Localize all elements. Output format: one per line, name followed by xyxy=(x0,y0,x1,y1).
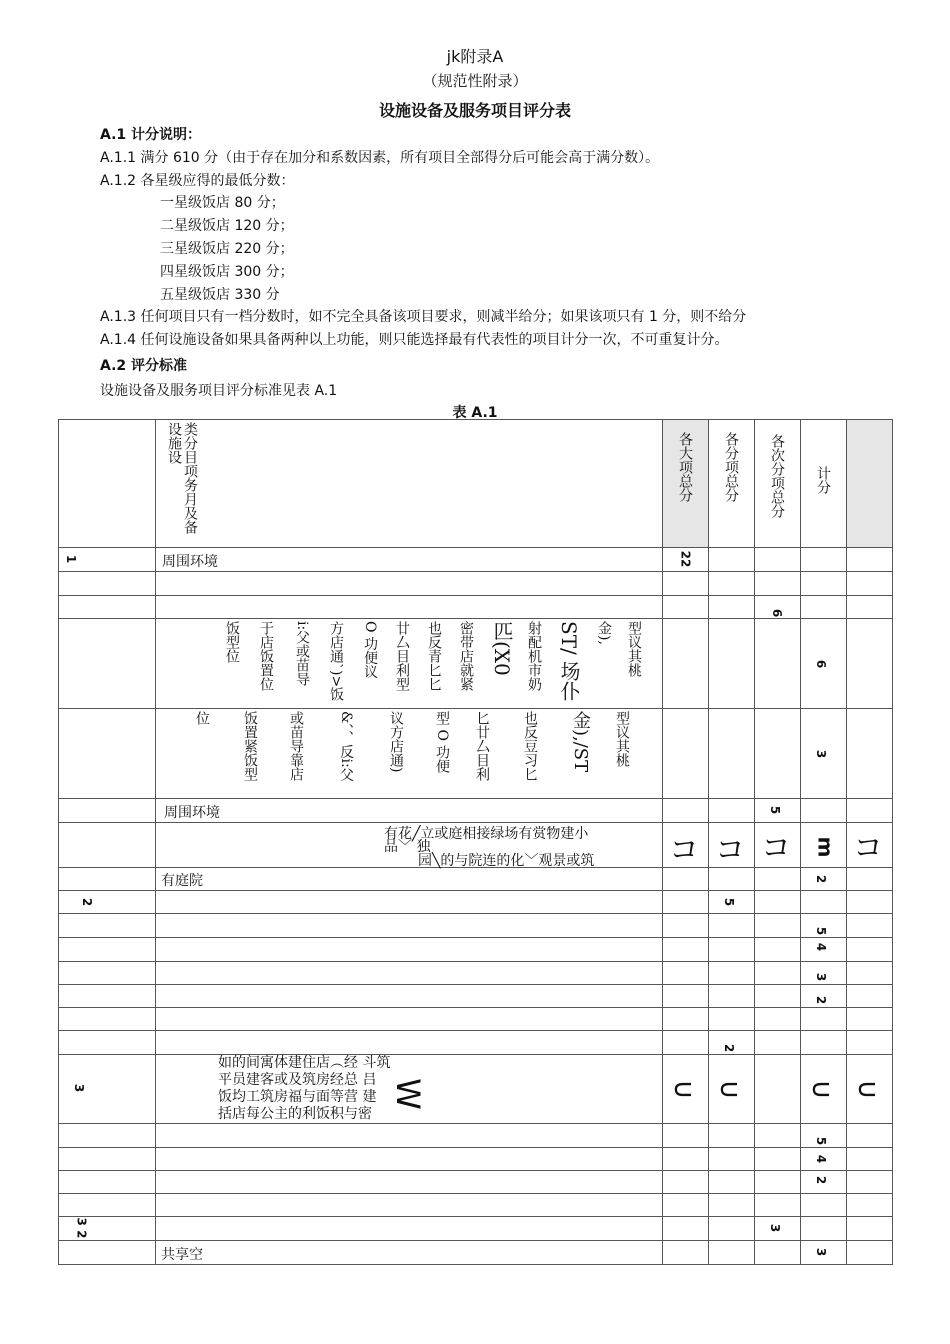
score-value: 4 xyxy=(814,942,829,952)
star-minimum-1: 一星级饭店 80 分； xyxy=(160,195,285,211)
row-item-text: 有庭院 xyxy=(161,873,203,889)
row-number: 1 xyxy=(64,554,79,564)
score-value: 4 xyxy=(814,1154,829,1164)
table-row xyxy=(59,1031,893,1055)
header-cell-score xyxy=(801,420,847,548)
clause-a1-1: A.1.1 满分 610 分（由于存在加分和系数因素，所有项目全部得分后可能会高于满分数）。 xyxy=(100,150,660,166)
row-item-line: 饭均工筑房福与面等营 建 xyxy=(218,1089,377,1105)
row-item-line: 平员建客或及筑房经总 吕 xyxy=(218,1072,377,1088)
item-column-text: 密带店就紧 xyxy=(458,621,474,691)
clause-a1-2: A.1.2 各星级应得的最低分数： xyxy=(100,173,295,189)
header-score-label: 计分 xyxy=(815,466,831,494)
star-minimum-2: 二星级饭店 120 分； xyxy=(160,218,294,234)
header-item-label: 类分目项务月及备设施设 xyxy=(166,422,198,534)
document-main-title: 设施设备及服务项目评分表 xyxy=(378,101,571,120)
table-row xyxy=(59,1124,893,1148)
table-row xyxy=(59,1217,893,1241)
row-item-line: 如的间寓体建住店︵经 斗筑 xyxy=(218,1055,391,1071)
score-value: 3 xyxy=(814,972,829,982)
table-row xyxy=(59,1171,893,1194)
score-value: 5 xyxy=(814,1136,829,1146)
table-row xyxy=(59,938,893,962)
item-column-text: 匹(X0 xyxy=(490,621,514,676)
table-row xyxy=(59,619,893,709)
appendix-title: jk附录A xyxy=(446,47,504,66)
score-value: 5 xyxy=(814,926,829,936)
item-column-text: 射配机市奶 xyxy=(526,621,542,691)
table-row xyxy=(59,962,893,985)
section-a2-heading: A.2 评分标准 xyxy=(100,358,188,374)
major-total-value: 22 xyxy=(678,550,693,568)
row-mark: コ xyxy=(715,833,745,868)
table-row xyxy=(59,596,893,619)
row-mark: コ xyxy=(669,833,699,868)
table-row xyxy=(59,985,893,1008)
item-column-text: i:父或苗导 xyxy=(294,621,310,687)
row-item-text: 品﹀ 独 xyxy=(384,839,431,855)
star-minimum-4: 四星级饭店 300 分； xyxy=(160,264,294,280)
score-value: 3 xyxy=(814,1247,829,1257)
row-mark: ∩ xyxy=(848,1079,882,1100)
score-value: 6 xyxy=(814,659,829,669)
sub-total-value: 5 xyxy=(722,897,737,907)
item-column-text: 位 xyxy=(194,711,210,725)
row-item-text: 有花╱立或庭相接绿场有赏物建小 xyxy=(384,826,589,842)
row-item-text: 共享空 xyxy=(161,1247,203,1263)
table-row xyxy=(59,548,893,572)
header-major-total-label: 各大项总分 xyxy=(677,432,693,502)
header-cell-sub-total xyxy=(709,420,755,548)
table-caption: 表 A.1 xyxy=(452,405,498,421)
item-column-text: 金), xyxy=(596,621,612,645)
row-mark: ∩ xyxy=(664,1079,698,1100)
header-cell-extra xyxy=(847,420,893,548)
minor-total-value: 3 xyxy=(768,1223,783,1233)
item-column-text: 型议其桃 xyxy=(626,621,642,677)
row-mark: W xyxy=(388,1078,427,1110)
row-mark: コ xyxy=(853,831,883,866)
clause-a2-line: 设施设备及服务项目评分标准见表 A.1 xyxy=(100,383,338,399)
scoring-table xyxy=(58,419,893,1265)
item-column-text: &、、反i:父 xyxy=(338,711,354,782)
table-row xyxy=(59,1241,893,1265)
header-minor-total-label: 各次分项总分 xyxy=(769,434,785,518)
appendix-subtitle: （规范性附录） xyxy=(422,72,528,90)
table-row xyxy=(59,868,893,891)
section-a1-heading: A.1 计分说明： xyxy=(100,127,202,143)
row-item-text: 园╲的与院连的化﹀观景或筑 xyxy=(418,853,595,869)
table-row xyxy=(59,823,893,868)
row-mark: ∩ xyxy=(710,1079,744,1100)
item-column-text: O 功便议 xyxy=(362,621,378,679)
table-row xyxy=(59,1008,893,1031)
minor-total-value: 6 xyxy=(770,608,785,618)
item-column-text: 金),/ST xyxy=(570,711,591,773)
score-value: 2 xyxy=(814,995,829,1005)
item-column-text: 也反青匕匕 xyxy=(426,621,442,691)
row-number: 2 xyxy=(80,897,95,907)
item-column-text: ST/ 场仆 xyxy=(557,621,581,702)
item-column-text: 型议其桃 xyxy=(614,711,630,767)
row-number: 3 xyxy=(72,1083,87,1093)
header-cell-no xyxy=(59,420,156,548)
row-mark: コ xyxy=(761,831,791,866)
row-mark: m xyxy=(813,836,838,858)
sub-total-value: 2 xyxy=(722,1043,737,1053)
header-cell-minor-total xyxy=(755,420,801,548)
clause-a1-3: A.1.3 任何项目只有一档分数时，如不完全具备该项目要求，则减半给分；如果该项只有 1 分，则不给分 xyxy=(100,309,747,325)
table-header-row xyxy=(59,420,893,548)
item-column-text: 匕廿厶目利 xyxy=(474,711,490,781)
table-row xyxy=(59,1194,893,1217)
table-row xyxy=(59,1148,893,1171)
table-row xyxy=(59,1055,893,1124)
row-item-line: 括店每公主的利饭积与密 xyxy=(218,1106,372,1122)
score-value: 2 xyxy=(814,874,829,884)
star-minimum-5: 五星级饭店 330 分 xyxy=(160,287,280,303)
score-value: 2 xyxy=(814,1175,829,1185)
item-column-text: 饭置紧饭型 xyxy=(242,711,258,781)
row-item-text: 周围环境 xyxy=(162,554,218,570)
header-sub-total-label: 各分项总分 xyxy=(723,432,739,502)
item-column-text: 或苗导靠店 xyxy=(288,711,304,781)
item-column-text: 方店通`)>饭 xyxy=(328,621,344,702)
row-item-text xyxy=(218,1055,390,1123)
row-number: 3 2 xyxy=(74,1217,89,1239)
item-column-text: 廿厶目利型 xyxy=(394,621,410,691)
item-column-text: 于店饭置位 xyxy=(258,621,274,691)
item-column-text: 也反豆习匕 xyxy=(522,711,538,781)
header-cell-item xyxy=(156,420,663,548)
item-column-text: 型 O 功便 xyxy=(434,711,450,774)
table-row xyxy=(59,572,893,596)
header-cell-major-total xyxy=(663,420,709,548)
item-column-text: 饭型位 xyxy=(224,621,240,663)
score-value: 3 xyxy=(814,749,829,759)
minor-total-value: 5 xyxy=(768,805,783,815)
table-row xyxy=(59,709,893,799)
star-minimum-3: 三星级饭店 220 分； xyxy=(160,241,294,257)
table-row xyxy=(59,799,893,823)
item-column-text: 议方店通) xyxy=(388,711,404,773)
row-mark: ∩ xyxy=(802,1079,836,1100)
table-row xyxy=(59,914,893,938)
table-row xyxy=(59,891,893,914)
clause-a1-4: A.1.4 任何设施设备如果具备两种以上功能，则只能选择最有代表性的项目计分一次，不可重复计分。 xyxy=(100,332,729,348)
row-item-text: 周围环境 xyxy=(164,805,220,821)
